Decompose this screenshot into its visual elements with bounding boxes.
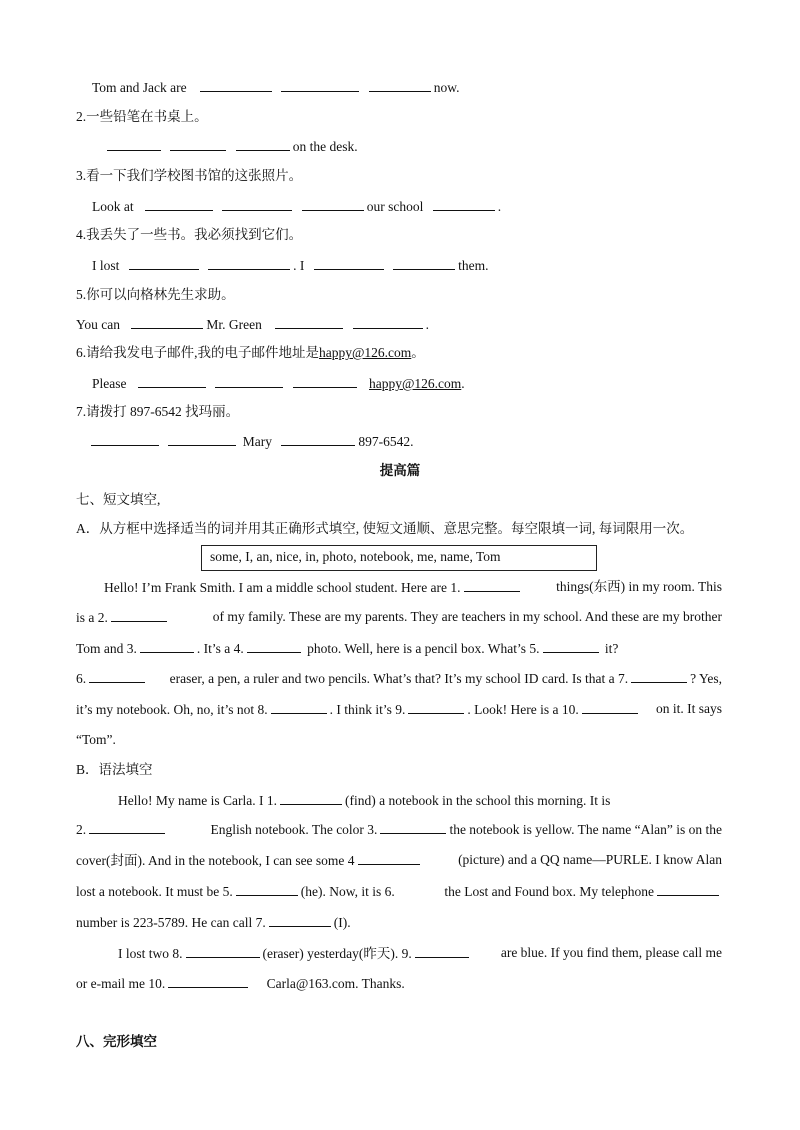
q6-answer-line — [92, 374, 465, 393]
blank — [111, 608, 167, 622]
blank — [582, 700, 638, 714]
part7-b-line-5: number is 223-5789. He can call 7. (I). — [76, 915, 351, 930]
q6-email-link[interactable]: happy@126.com — [319, 345, 412, 360]
q4-text-b: . I — [293, 258, 305, 273]
q2-text-a: on the desk. — [292, 139, 358, 154]
part8-heading: 八、完形填空 — [76, 1034, 157, 1049]
part7-b-line-4: lost a notebook. It must be 5. (he). Now, it is 6. the Lost and Found box. My telephone — [76, 882, 722, 901]
q6-prompt — [76, 344, 425, 362]
blank — [89, 669, 145, 683]
blank — [657, 882, 719, 896]
blank — [269, 913, 331, 927]
q6-answer-email-link[interactable]: happy@126.com — [369, 376, 462, 391]
blank — [200, 78, 272, 92]
blank — [91, 432, 159, 446]
blank — [107, 137, 161, 151]
q4-text-a: I lost — [92, 258, 120, 273]
q6-prompt-text: 6.请给我发电子邮件,我的电子邮件地址是 — [76, 345, 319, 360]
blank — [222, 197, 292, 211]
section-title: 提高篇 — [379, 463, 421, 478]
q5-prompt: 5.你可以向格林先生求助。 — [76, 287, 235, 302]
part7-b-line-1: Hello! My name is Carla. I 1. (find) a notebook in the school this morning. It is — [118, 793, 611, 808]
blank — [275, 315, 343, 329]
part7-a-line-2: is a 2. of my family. These are my parents. They are teachers in my school. And these are my brother — [76, 609, 722, 625]
part7-a-line-4: 6. eraser, a pen, a ruler and two pencils. What’s that? It’s my school ID card. Is that a 7. ? Yes, — [76, 671, 722, 686]
blank — [170, 137, 226, 151]
q3-answer-line — [92, 197, 501, 216]
q2-prompt: 2.一些铅笔在书桌上。 — [76, 109, 208, 124]
q4-answer-line — [92, 256, 489, 275]
word-box-text: some, I, an, nice, in, photo, notebook, me, name, Tom — [210, 549, 501, 564]
part7-a-line-1: Hello! I’m Frank Smith. I am a middle school student. Here are 1. things(东西) in my room. This — [104, 579, 722, 595]
q6-prompt-end: 。 — [411, 345, 425, 360]
q7-text-b: 897-6542. — [358, 434, 414, 449]
blank — [408, 700, 464, 714]
part7-b-line-2: 2. English notebook. The color 3. the notebook is yellow. The name “Alan” is on the — [76, 822, 722, 837]
q1-text-a: Tom and Jack are — [92, 80, 187, 95]
blank — [280, 791, 342, 805]
part7-a-line-6: “Tom”. — [76, 732, 116, 747]
blank — [380, 820, 446, 834]
q6-text-b: . — [461, 376, 465, 391]
blank — [168, 432, 236, 446]
q4-prompt: 4.我丢失了一些书。我必须找到它们。 — [76, 227, 303, 242]
blank — [168, 974, 248, 988]
blank — [129, 256, 199, 270]
q7-text-a: Mary — [242, 434, 272, 449]
q3-text-c: . — [497, 199, 502, 214]
blank — [543, 639, 599, 653]
q7-prompt: 7.请拨打 897-6542 找玛丽。 — [76, 404, 240, 419]
blank — [631, 669, 687, 683]
blank — [271, 700, 327, 714]
blank — [247, 639, 301, 653]
part7-b-line-6: I lost two 8. (eraser) yesterday(昨天). 9. are blue. If you find them, please call me — [118, 945, 722, 961]
word-box — [201, 545, 597, 571]
blank — [215, 374, 283, 388]
blank — [236, 137, 290, 151]
q5-text-a: You can — [76, 317, 121, 332]
blank — [415, 944, 469, 958]
blank — [138, 374, 206, 388]
blank — [302, 197, 364, 211]
part7-a-instruction: A．从方框中选择适当的词并用其正确形式填空, 使短文通顺、意思完整。每空限填一词, 每词限用一次。 — [76, 521, 694, 536]
part7-heading: 七、短文填空, — [76, 492, 161, 507]
q1-text-b: now. — [433, 80, 460, 95]
blank — [358, 851, 420, 865]
blank — [433, 197, 495, 211]
blank — [314, 256, 384, 270]
part7-b-line-7: or e-mail me 10. Carla@163.com. Thanks. — [76, 976, 405, 991]
blank — [281, 78, 359, 92]
blank — [145, 197, 213, 211]
blank — [131, 315, 203, 329]
q3-text-b: our school — [366, 199, 424, 214]
q7-answer-line — [88, 432, 414, 451]
q5-text-b: Mr. Green — [206, 317, 262, 332]
blank — [236, 882, 298, 896]
blank — [186, 944, 260, 958]
q4-text-c: them. — [458, 258, 489, 273]
blank — [293, 374, 357, 388]
part7-a-line-3: Tom and 3. . It’s a 4. photo. Well, here is a pencil box. What’s 5. it? — [76, 641, 619, 656]
blank — [89, 820, 165, 834]
blank — [393, 256, 455, 270]
q3-text-a: Look at — [92, 199, 134, 214]
blank — [353, 315, 423, 329]
q2-answer-line — [104, 137, 358, 156]
q5-answer-line — [76, 315, 429, 334]
blank — [208, 256, 290, 270]
blank — [369, 78, 431, 92]
q5-text-c: . — [425, 317, 429, 332]
part7-b-heading: B．语法填空 — [76, 762, 153, 777]
q3-prompt: 3.看一下我们学校图书馆的这张照片。 — [76, 168, 303, 183]
blank — [464, 578, 520, 592]
blank — [281, 432, 355, 446]
blank — [140, 639, 194, 653]
part7-b-line-3: cover(封面). And in the notebook, I can see some 4 (picture) and a QQ name—PURLE. I know Alan — [76, 852, 722, 868]
q1-answer-line — [92, 78, 460, 97]
q6-text-a: Please — [92, 376, 127, 391]
part7-a-line-5: it’s my notebook. Oh, no, it’s not 8. . I think it’s 9. . Look! Here is a 10. on it. It says — [76, 701, 722, 717]
